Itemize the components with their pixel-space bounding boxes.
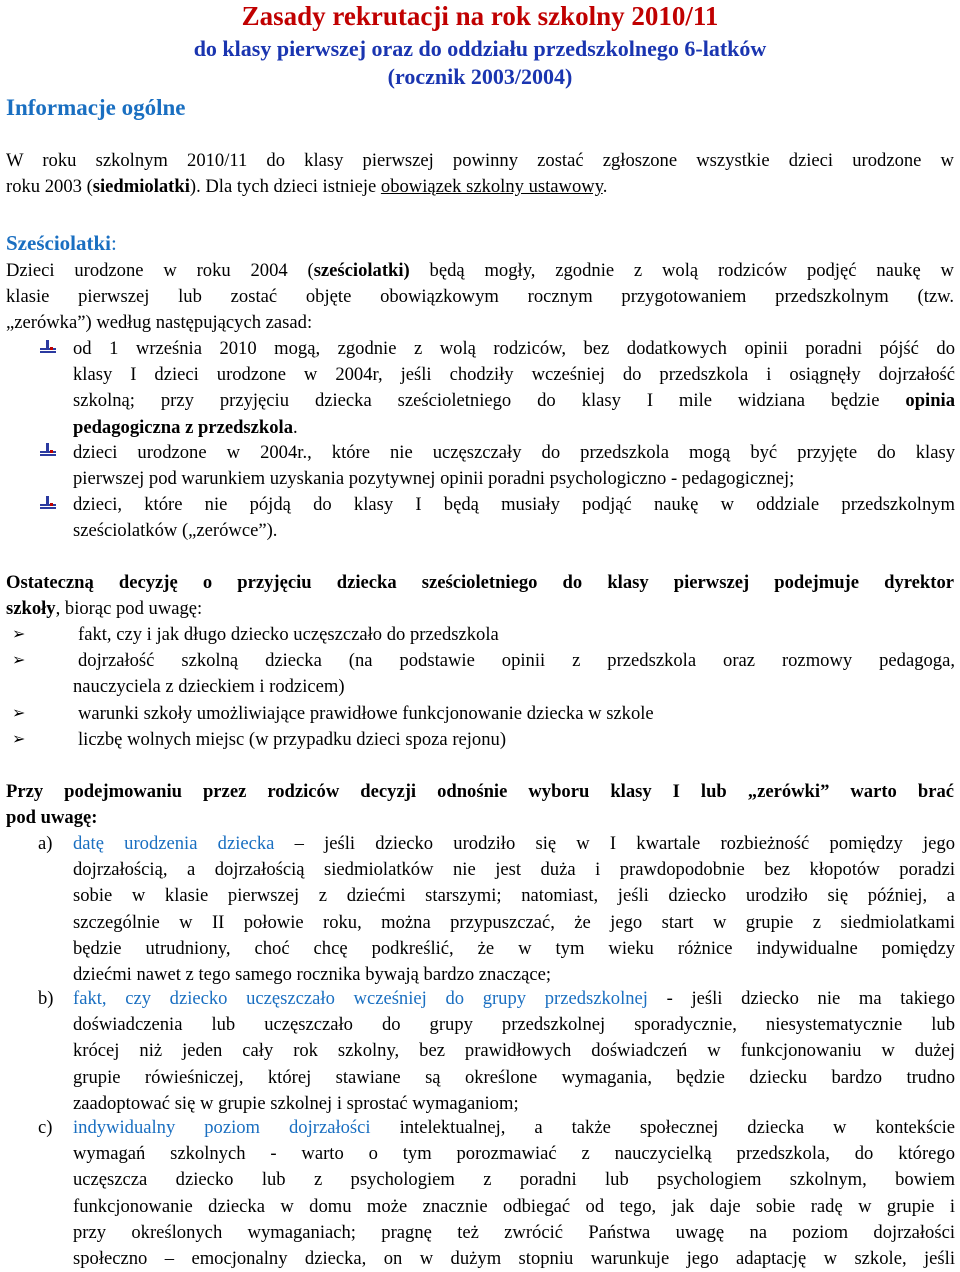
- text-line: Dzieci urodzone w roku 2004 (sześciolatki) będą mogły, zgodnie z wolą rodziców podjęć naukę w: [6, 260, 954, 281]
- arrow-bullet-icon: [40, 496, 56, 510]
- director-paragraph: Ostateczną decyzję o przyjęciu dziecka sześcioletniego do klasy pierwszej podejmuje dyrektor szkoły, biorąc pod uwagę:: [6, 572, 954, 620]
- arrow-bullet-icon: [40, 340, 56, 354]
- consideration-item: datę urodzenia dziecka – jeśli dziecko urodziło się w I kwartale rozbieżność pomiędzy jego dojrzałością, a dojrzałością siedmiolatków nie jest duża i prawdopodobnie bez kłopotów poradzi sobie w klasie pierwszej z dziećmi starszymi; natomiast, jeśli dziecko urodziło się później, a szczególnie w II połowie roku, można przypuszczać, że jego start w grupie z siedmiolatkami będzie utrudniony, choć chcę podkreślić, że w tym wieku różnice indywidualne pomiędzy dziećmi nawet z tego samego rocznika bywają bardzo znaczące;: [73, 833, 956, 986]
- underlined-term: obowiązek szkolny ustawowy: [380, 176, 603, 198]
- six-paragraph: [6, 258, 954, 337]
- parents-heading: Przy podejmowaniu przez rodziców decyzji odnośnie wyboru klasy I lub „zerówki” warto brać pod uwagę:: [6, 781, 954, 829]
- consideration-item: fakt, czy dziecko uczęszczało wcześniej do grupy przedszkolnej - jeśli dziecko nie ma takiego doświadczenia lub uczęszczało do grupy przedszkolnej sporadycznie, niesystematycznie lub krócej niż jeden cały rok szkolny, bez prawidłowych doświadczeń w funkcjonowaniu w dużej grupie rówieśniczej, której stawiane są określone wymagania, będzie dziecku bardzo trudno zaadoptować się w grupie szkolnej i sprostać wymaganiom;: [73, 988, 955, 1114]
- list-item: dzieci, które nie pójdą do klasy I będą musiały podjąć naukę w oddziale przedszkolnym sześciolatków („zerówce”).: [73, 494, 955, 542]
- page-subtitle: do klasy pierwszej oraz do oddziału przedszkolnego 6-latków: [193, 36, 767, 61]
- chevron-right-icon: ➢: [12, 705, 26, 722]
- criteria-item: liczbę wolnych miejsc (w przypadku dzieci spoza rejonu): [78, 729, 507, 750]
- chevron-right-icon: ➢: [12, 652, 26, 669]
- section-heading-general: Informacje ogólne: [6, 95, 186, 120]
- list-letter: a): [38, 833, 53, 854]
- list-item: od 1 września 2010 mogą, zgodnie z wolą rodziców, bez dodatkowych opinii poradni pójść do klasy I dzieci urodzone w 2004r, jeśli chodziły wcześniej do przedszkola i osiągnęły dojrzałość szkolną; przy przyjęciu dziecka sześcioletniego do klasy I mile widziana będzie opinia pedagogiczna z przedszkola.: [73, 338, 955, 438]
- list-letter: b): [38, 988, 54, 1009]
- page-title: Zasady rekrutacji na rok szkolny 2010/11: [241, 1, 719, 31]
- section-heading-six: Sześciolatki:: [6, 231, 117, 255]
- arrow-bullet-icon: [40, 443, 56, 457]
- chevron-right-icon: ➢: [12, 731, 26, 748]
- list-letter: c): [38, 1117, 53, 1138]
- intro-paragraph: [6, 148, 954, 200]
- list-item: dzieci urodzone w 2004r., które nie uczęszczały do przedszkola mogą być przyjęte do klasy pierwszej pod warunkiem uzyskania pozytywnej opinii poradni psychologiczno - pedagogicznej;: [73, 442, 955, 490]
- consideration-item: indywidualny poziom dojrzałości intelektualnej, a także społecznej dziecka w kontekście wymagań szkolnych - warto o tym porozmawiać z nauczycielką przedszkola, do którego uczęszcza dziecko lub z psychologiem z poradni lub psychologiem szkolnym, bowiem funkcjonowanie dziecka w domu może znacznie odbiegać od tego, jak daje sobie radę w grupie i przy określonych wymaganiach; pragnę też zwrócić Państwa uwagę na poziom dojrzałości społeczno – emocjonalny dziecka, on w dużym stopniu warunkuje jego adaptację w szkole, jeśli: [73, 1117, 955, 1270]
- chevron-right-icon: ➢: [12, 626, 26, 643]
- page-subtitle-years: (rocznik 2003/2004): [387, 64, 573, 89]
- text-line: klasie pierwszej lub zostać objęte obowiązkowym rocznym przygotowaniem przedszkolnym (tzw.: [6, 286, 954, 308]
- text-line: W roku szkolnym 2010/11 do klasy pierwszej powinny zostać zgłoszone wszystkie dzieci urodzone w: [6, 150, 954, 171]
- text-line: roku 2003 (siedmiolatki). Dla tych dzieci istnieje obowiązek szkolny ustawowy.: [6, 176, 608, 198]
- text-line: „zerówka”) według następujących zasad:: [6, 312, 313, 334]
- criteria-item: warunki szkoły umożliwiające prawidłowe funkcjonowanie dziecka w szkole: [78, 703, 654, 724]
- criteria-item: fakt, czy i jak długo dziecko uczęszczało do przedszkola: [78, 624, 499, 645]
- criteria-item: dojrzałość szkolną dziecka (na podstawie opinii z przedszkola oraz rozmowy pedagoga, nauczyciela z dzieckiem i rodzicem): [73, 650, 955, 698]
